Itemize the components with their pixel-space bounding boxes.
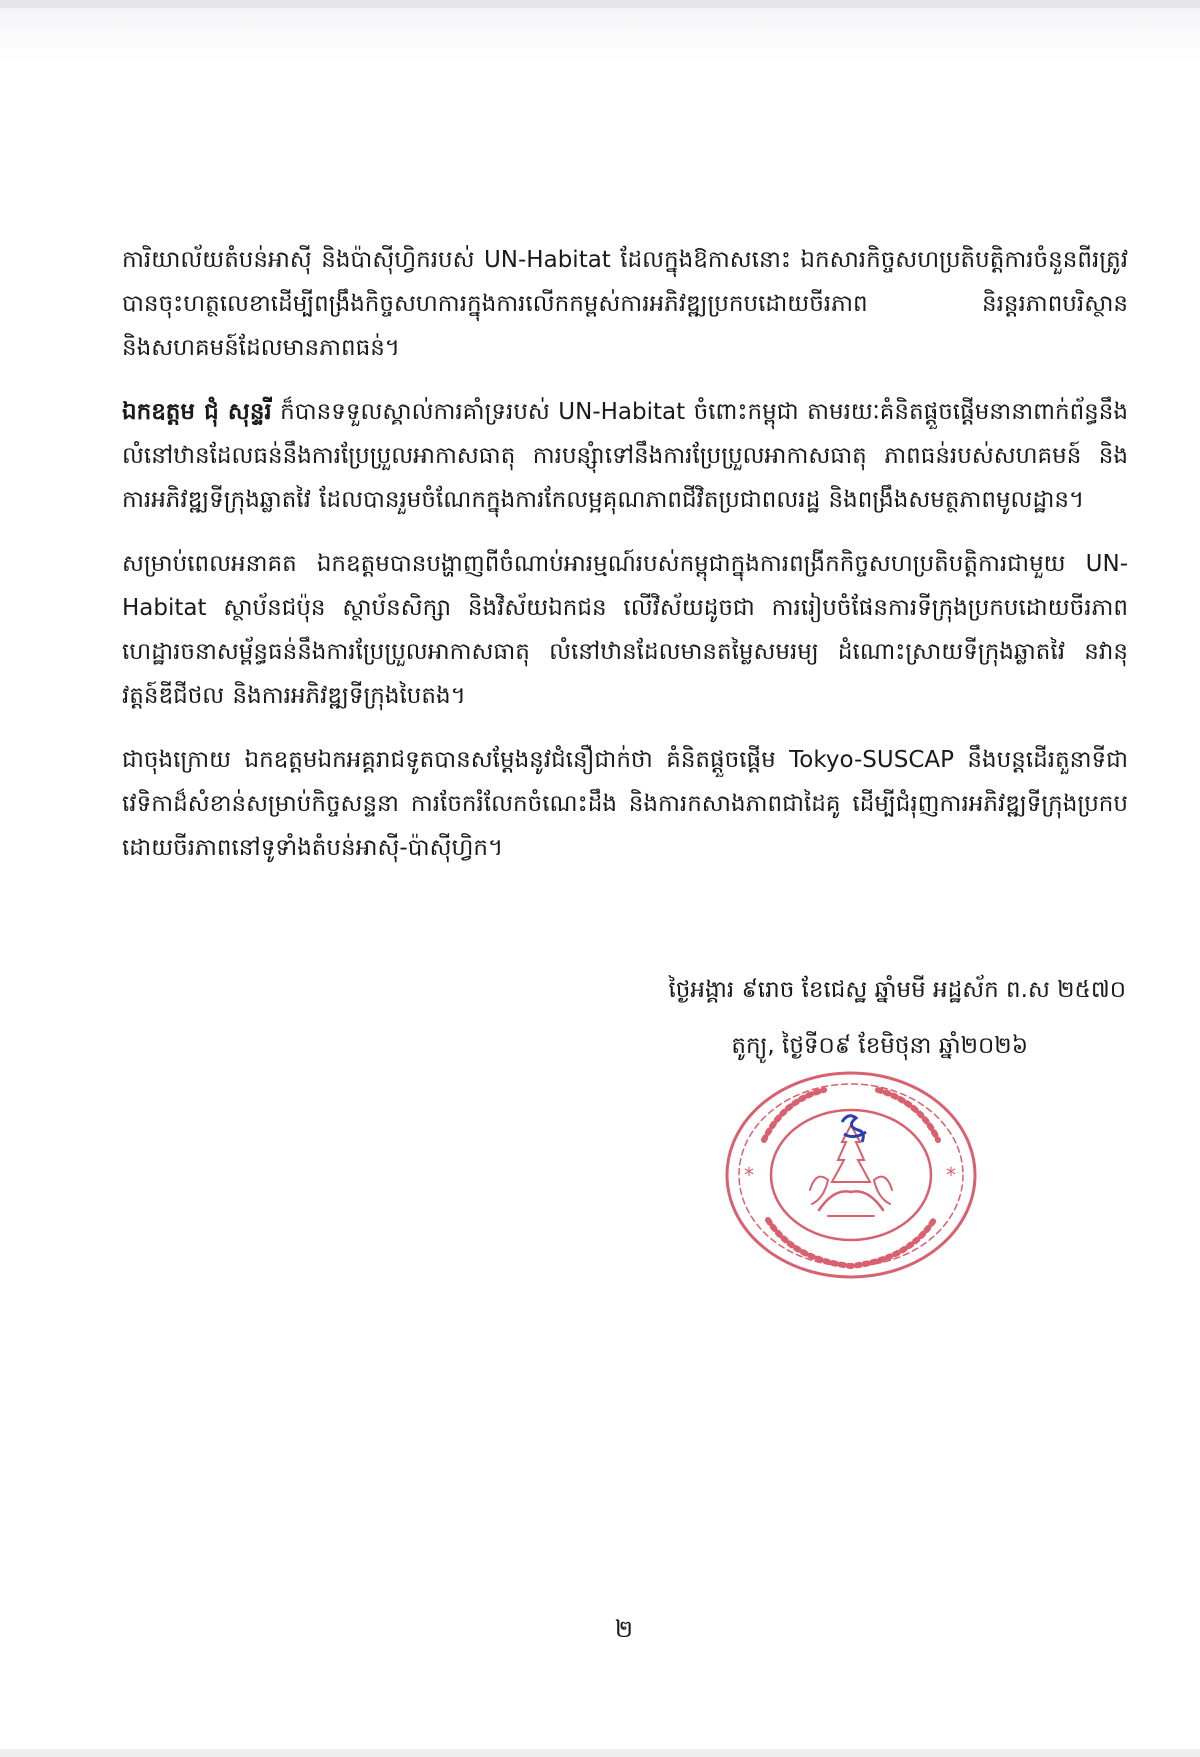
seal-stamp-icon (724, 1070, 978, 1280)
svg-text:*: * (946, 1163, 956, 1187)
date-block (560, 962, 1126, 1074)
document-body (122, 238, 1128, 890)
paragraph-2-text: ក៏បានទទួលស្គាល់ការគាំទ្ររបស់ UN-Habitat ចំពោះកម្ពុជា តាមរយៈគំនិតផ្តួចផ្តើមនានាពាក់ព័ន្ធនឹងលំនៅឋានដែលធន់នឹងការប្រែប្រួលអាកាសធាតុ ការបន្សុំាទៅនឹងការប្រែប្រួលអាកាសធាតុ ភាពធន់របស់សហគមន៍ និងការអភិវឌ្ឍទីក្រុងឆ្លាតវៃ ដែលបានរួមចំណែកក្នុងការកែលម្អគុណភាពជីវិតប្រជាពលរដ្ឋ និងពង្រឹងសមត្ថភាពមូលដ្ឋាន។ (122, 399, 1128, 513)
official-seal (724, 1070, 978, 1280)
lunar-date: ថ្ងៃអង្គារ ៩រោច ខែជេស្ឋ ឆ្នាំមមី អដ្ឋស័ក ព.ស ២៥៧០ (668, 977, 1126, 1003)
paragraph-3-text: សម្រាប់ពេលអនាគត ឯកឧត្តមបានបង្ហាញពីចំណាប់អារម្មណ៍របស់កម្ពុជាក្នុងការពង្រីកកិច្ចសហប្រតិបត្តិការជាមួយ UN-Habitat ស្ថាប័នជប៉ុន ស្ថាប័នសិក្សា និងវិស័យឯកជន លើវិស័យដូចជា ការរៀបចំផែនការទីក្រុងប្រកបដោយចីរភាព ហេដ្ឋារចនាសម្ព័ន្ធធន់នឹងការប្រែប្រួលអាកាសធាតុ លំនៅឋានដែលមានតម្លៃសមរម្យ ដំណោះស្រាយទីក្រុងឆ្លាតវៃ នវានុវត្តន៍ឌីជីថល និងការអភិវឌ្ឍទីក្រុងបៃតង។ (122, 551, 1128, 709)
page-number: ២ (614, 1615, 634, 1643)
top-shade (0, 8, 1200, 68)
paragraph-4-text: ជាចុងក្រោយ ឯកឧត្តមឯកអគ្គរាជទូតបានសម្តែងនូវជំនឿជាក់ថា គំនិតផ្តួចផ្តើម Tokyo-SUSCAP នឹងបន្តដើរតួនាទីជាវេទិកាដ៏សំខាន់សម្រាប់កិច្ចសន្ទនា ការចែករំលែកចំណេះដឹង និងការកសាងភាពជាដៃគូ ដើម្បីជំរុញការអភិវឌ្ឍទីក្រុងប្រកបដោយចីរភាពនៅទូទាំងតំបន់អាស៊ី-ប៉ាស៊ីហ្វិក។ (122, 747, 1128, 861)
top-scanner-bar (0, 0, 1200, 8)
solar-date: តូក្យូ, ថ្ងៃទី០៩ ខែមិថុនា ឆ្នាំ២០២៦ (731, 1033, 1028, 1059)
paragraph-2-lead: ឯកឧត្តម ជុំ សុន្ទរី (122, 399, 272, 425)
paragraph-2 (122, 390, 1128, 522)
paragraph-1 (122, 238, 1128, 370)
paragraph-4 (122, 738, 1128, 870)
bottom-scanner-bar (0, 1749, 1200, 1757)
svg-text:*: * (744, 1163, 754, 1187)
paragraph-3 (122, 542, 1128, 718)
paragraph-1-text: ការិយាល័យតំបន់អាស៊ី និងប៉ាស៊ីហ្វិករបស់ UN-Habitat ដែលក្នុងឱកាសនោះ ឯកសារកិច្ចសហប្រតិបត្តិការចំនួនពីរត្រូវបានចុះហត្ថលេខាដើម្បីពង្រឹងកិច្ចសហការក្នុងការលើកកម្ពស់ការអភិវឌ្ឍប្រកបដោយចីរភាព និរន្តរភាពបរិស្ថាន និងសហគមន៍ដែលមានភាពធន់។ (122, 247, 1128, 361)
